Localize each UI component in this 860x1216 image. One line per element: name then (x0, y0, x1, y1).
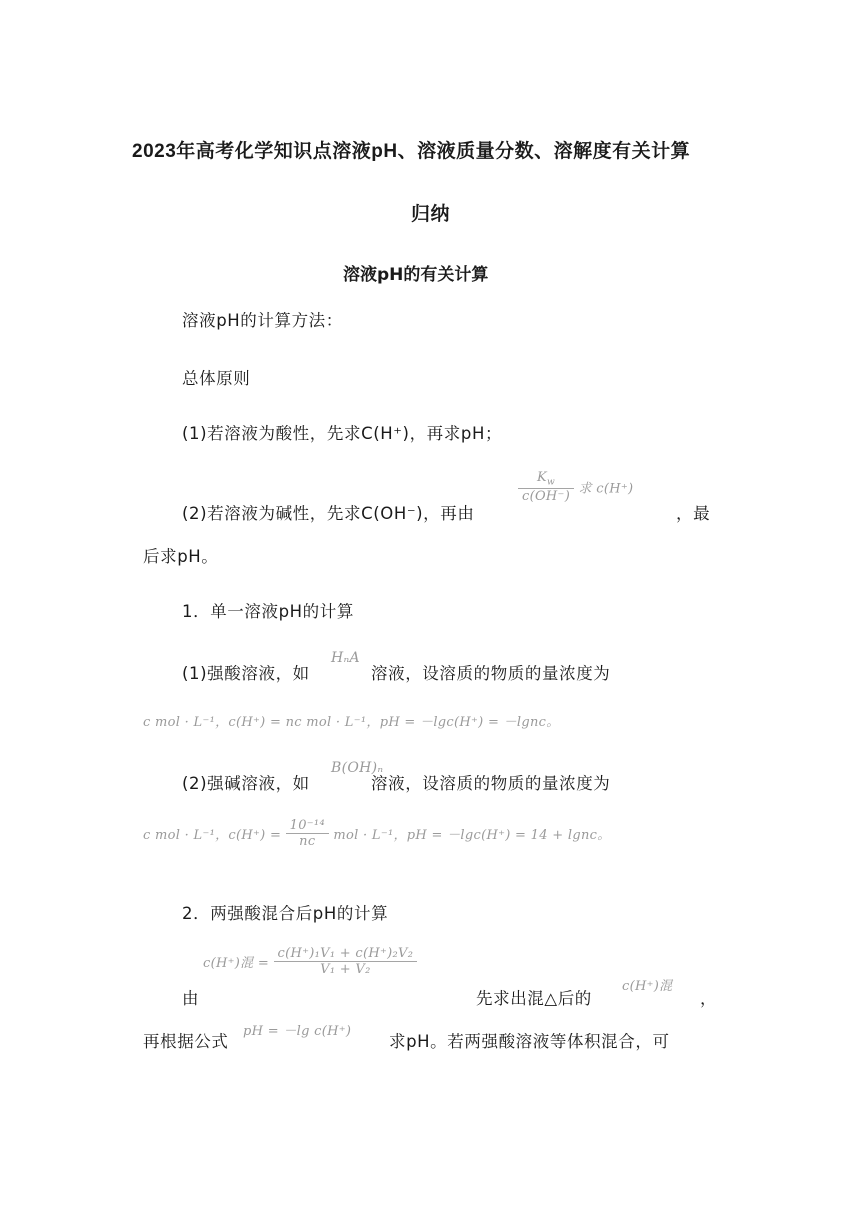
para-strong-acid-cont: 溶液，设溶质的物质的量浓度为 (371, 664, 611, 683)
para-basic: (2)若溶液为碱性，先求C(OH⁻)，再由 (182, 504, 475, 523)
para-mix-after: 先求出混△后的 (476, 989, 592, 1008)
para-mix-you: 由 (182, 989, 200, 1008)
formula-base-ph: c mol · L⁻¹，c(H⁺) = $\frac{\text{10⁻¹⁴}}{nc}$ mol · L⁻¹，pH = －lgc(H⁺) = 14 + lgnc。 (143, 818, 611, 849)
formula-ch-mix: c(H⁺)混 (622, 979, 673, 994)
formula-ph-lg: pH = －lg c(H⁺) (243, 1024, 352, 1039)
para-equal-volume: 求pH。若两强酸溶液等体积混合，可 (389, 1032, 670, 1051)
para-mix-comma: ， (700, 989, 718, 1008)
para-acidic: (1)若溶液为酸性，先求C(H⁺)，再求pH； (182, 424, 503, 443)
para-two-acids: 2．两强酸混合后pH的计算 (182, 904, 389, 923)
para-basic-cont: 后求pH。 (143, 547, 219, 566)
section-title: 溶液pH的有关计算 (343, 265, 489, 285)
para-single-solution: 1．单一溶液pH的计算 (182, 602, 354, 621)
formula-hna: HₙA (331, 650, 360, 666)
para-strong-base-cont: 溶液，设溶质的物质的量浓度为 (371, 774, 611, 793)
para-method: 溶液pH的计算方法： (182, 311, 343, 330)
para-basic-end: ，最 (676, 504, 711, 523)
formula-acid-ph: c mol · L⁻¹，c(H⁺) = nc mol · L⁻¹，pH = －lgc(H⁺) = －lgnc。 (143, 715, 560, 730)
para-principle: 总体原则 (182, 369, 251, 388)
formula-kw-over-oh: $\frac{K_w}{c(OH^-)}$ 求 c(H⁺) (518, 470, 633, 504)
para-formula-lead: 再根据公式 (143, 1032, 229, 1051)
formula-mix-ch: c(H⁺)混 = $\frac{\text{c(H⁺)₁V₁ + c(H⁺)₂V₂}}{\text{V₁ + V₂}}$ (203, 946, 417, 977)
para-strong-acid: (1)强酸溶液，如 (182, 664, 310, 683)
para-strong-base: (2)强碱溶液，如 (182, 774, 310, 793)
document-title-line-1: 2023年高考化学知识点溶液pH、溶液质量分数、溶解度有关计算 (132, 141, 691, 162)
formula-boh: B(OH)ₙ (331, 760, 384, 776)
document-title-line-2: 归纳 (411, 204, 451, 225)
